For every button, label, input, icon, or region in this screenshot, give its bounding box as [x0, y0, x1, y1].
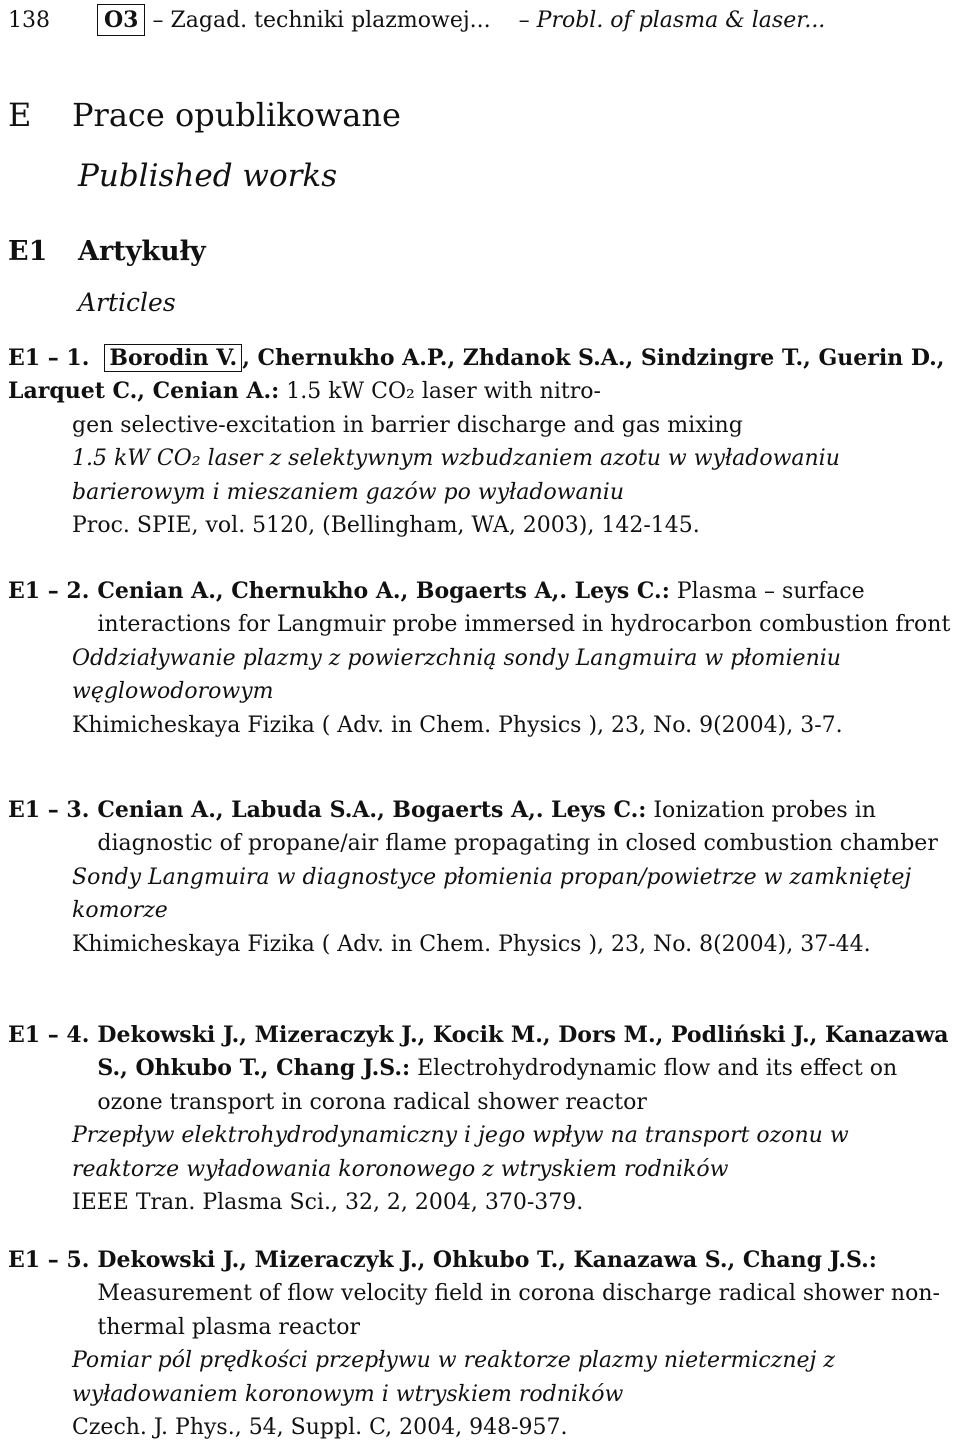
entry-title-en: Electrohydrodynamic flow and its effect on ozone transport in corona radical shower reactor — [97, 1056, 898, 1115]
highlighted-author: Borodin V. — [104, 344, 242, 372]
entry-index: E1 – 1. — [8, 345, 90, 371]
entry-title-en-line: 1.5 kW CO₂ laser with nitro- — [286, 379, 601, 405]
entry-title-pl-line: barierowym i mieszaniem gazów po wyładowaniu — [72, 479, 625, 505]
entry-title-en: Plasma – surface interactions for Langmuir probe immersed in hydrocarbon combustion front — [97, 579, 951, 638]
entry-authors: Dekowski J., Mizeraczyk J., Kocik M., Dors M., Podliński J., Kanazawa S., Ohkubo T., Chang J.S.: — [97, 1022, 949, 1082]
entry-title-pl: Oddziaływanie plazmy z powierzchnią sondy Langmuira w płomieniu węglowodorowym — [72, 645, 841, 705]
entry-source: Khimicheskaya Fizika ( Adv. in Chem. Physics ), 23, No. 9(2004), 3-7. — [72, 712, 843, 738]
subsection-title: Artykuły — [78, 236, 206, 267]
entry-source: Czech. J. Phys., 54, Suppl. C, 2004, 948-957. — [72, 1415, 568, 1441]
entry-source: Proc. SPIE, vol. 5120, (Bellingham, WA, 2003), 142-145. — [72, 513, 700, 539]
entry-index: E1 – 4. — [8, 1022, 90, 1048]
header-title-pl: – Zagad. techniki plazmowej... — [152, 8, 491, 33]
entry-title-pl: Pomiar pól prędkości przepływu w reaktorze plazmy nietermicznej z wyładowaniem koronowym i wtryskiem rodników — [72, 1348, 835, 1407]
header-dash: – — [518, 8, 530, 33]
entry-title-en: Measurement of flow velocity field in corona discharge radical shower non-thermal plasma reactor — [97, 1281, 940, 1340]
page-number: 138 — [8, 8, 50, 33]
entry-title-en: Ionization probes in diagnostic of propane/air flame propagating in closed combustion chamber — [97, 798, 938, 857]
entry-index: E1 – 5. — [8, 1247, 90, 1273]
entry-title-pl: Sondy Langmuira w diagnostyce płomienia propan/powietrze w zamkniętej komorze — [72, 864, 912, 924]
section-heading — [8, 96, 401, 134]
subsection-label: E1 — [8, 236, 48, 267]
entry-authors: , Chernukho A.P., Zhdanok S.A., Sindzingre T., Guerin D., Larquet C., Cenian A.: — [8, 345, 945, 405]
list-item — [8, 575, 952, 742]
section-label: E — [8, 96, 32, 134]
subsection-subtitle: Articles — [78, 288, 176, 317]
entry-title-en-line: gen selective-excitation in barrier discharge and gas mixing — [72, 412, 743, 438]
subsection-heading — [8, 236, 206, 267]
entry-index: E1 – 3. — [8, 797, 90, 823]
section-code-box: O3 — [97, 4, 145, 36]
entry-authors: Dekowski J., Mizeraczyk J., Ohkubo T., Kanazawa S., Chang J.S.: — [97, 1247, 877, 1273]
list-item — [8, 1019, 952, 1219]
header-title-en: Probl. of plasma & laser... — [536, 8, 826, 33]
section-subtitle: Published works — [78, 158, 338, 194]
entry-index: E1 – 2. — [8, 578, 90, 604]
list-item — [8, 1244, 952, 1444]
list-item — [8, 794, 952, 961]
entry-title-pl-line: 1.5 kW CO₂ laser z selektywnym wzbudzaniem azotu w wyładowaniu — [72, 446, 840, 472]
entry-authors: Cenian A., Labuda S.A., Bogaerts A,. Leys C.: — [97, 797, 647, 823]
entry-title-pl: Przepływ elektrohydrodynamiczny i jego wpływ na transport ozonu w reaktorze wyładowania koronowego z wtryskiem rodników — [72, 1123, 849, 1182]
entry-source: IEEE Tran. Plasma Sci., 32, 2, 2004, 370-379. — [72, 1190, 584, 1216]
entry-authors: Cenian A., Chernukho A., Bogaerts A,. Leys C.: — [97, 578, 670, 604]
entry-source: Khimicheskaya Fizika ( Adv. in Chem. Physics ), 23, No. 8(2004), 37-44. — [72, 931, 871, 957]
running-header — [8, 4, 952, 38]
section-title: Prace opublikowane — [72, 96, 401, 134]
list-item — [8, 342, 952, 542]
